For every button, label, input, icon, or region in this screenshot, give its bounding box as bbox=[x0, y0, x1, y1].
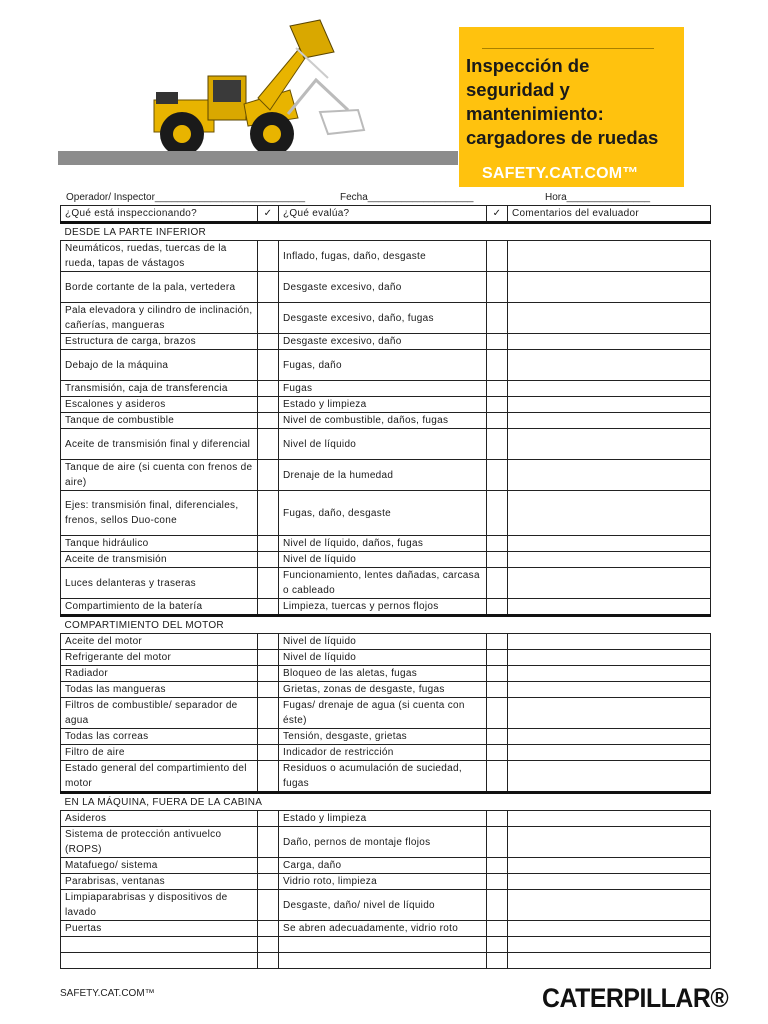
checklist-item: Filtro de aire bbox=[61, 745, 258, 761]
evaluator-comment-field[interactable] bbox=[508, 874, 711, 890]
checklist-item: Tanque de aire (si cuenta con frenos de aire) bbox=[61, 460, 258, 491]
checklist-item: Transmisión, caja de transferencia bbox=[61, 381, 258, 397]
checklist-body bbox=[61, 206, 711, 969]
section-title: EN LA MÁQUINA, FUERA DE LA CABINA bbox=[61, 793, 711, 811]
evaluator-comment-field[interactable] bbox=[508, 568, 711, 599]
evaluator-comment-field[interactable] bbox=[508, 921, 711, 937]
page-title: Inspección de seguridad y mantenimiento: cargadores de ruedas bbox=[466, 55, 659, 148]
item-checkbox[interactable] bbox=[258, 937, 279, 953]
item-checkbox[interactable] bbox=[258, 761, 279, 793]
checklist-evaluate: Estado y limpieza bbox=[279, 397, 487, 413]
operator-field[interactable]: Operador/ Inspector___________________________ bbox=[66, 192, 306, 203]
evaluate-checkbox[interactable] bbox=[487, 413, 508, 429]
evaluate-checkbox[interactable] bbox=[487, 460, 508, 491]
checklist-evaluate: Limpieza, tuercas y pernos flojos bbox=[279, 599, 487, 616]
item-checkbox[interactable] bbox=[258, 429, 279, 460]
evaluate-checkbox[interactable] bbox=[487, 634, 508, 650]
checklist-evaluate: Tensión, desgaste, grietas bbox=[279, 729, 487, 745]
item-checkbox[interactable] bbox=[258, 350, 279, 381]
item-checkbox[interactable] bbox=[258, 650, 279, 666]
item-checkbox[interactable] bbox=[258, 858, 279, 874]
checklist-evaluate: Fugas, daño bbox=[279, 350, 487, 381]
section-title: COMPARTIMIENTO DEL MOTOR bbox=[61, 616, 711, 634]
item-checkbox[interactable] bbox=[258, 634, 279, 650]
checklist-item: Estructura de carga, brazos bbox=[61, 334, 258, 350]
evaluate-checkbox[interactable] bbox=[487, 381, 508, 397]
checklist-row bbox=[61, 698, 711, 729]
evaluator-comment-field[interactable] bbox=[508, 413, 711, 429]
checklist-item: Debajo de la máquina bbox=[61, 350, 258, 381]
evaluator-comment-field[interactable] bbox=[508, 599, 711, 616]
checklist-row bbox=[61, 745, 711, 761]
section-header bbox=[61, 616, 711, 634]
checklist-item: Todas las mangueras bbox=[61, 682, 258, 698]
evaluate-checkbox[interactable] bbox=[487, 827, 508, 858]
evaluate-checkbox[interactable] bbox=[487, 811, 508, 827]
checklist-item bbox=[61, 953, 258, 969]
evaluator-comment-field[interactable] bbox=[508, 666, 711, 682]
check-icon: ✓ bbox=[258, 206, 279, 223]
time-field[interactable]: Hora_______________ bbox=[545, 192, 651, 203]
checklist-item bbox=[61, 937, 258, 953]
checklist-row bbox=[61, 761, 711, 793]
checklist-item: Aceite de transmisión bbox=[61, 552, 258, 568]
checklist-item: Radiador bbox=[61, 666, 258, 682]
evaluator-comment-field[interactable] bbox=[508, 350, 711, 381]
item-checkbox[interactable] bbox=[258, 666, 279, 682]
evaluator-comment-field[interactable] bbox=[508, 858, 711, 874]
evaluator-comment-field[interactable] bbox=[508, 303, 711, 334]
checklist-item: Refrigerante del motor bbox=[61, 650, 258, 666]
checklist-row bbox=[61, 536, 711, 552]
checklist-row bbox=[61, 634, 711, 650]
checklist-evaluate: Nivel de líquido bbox=[279, 634, 487, 650]
evaluator-comment-field[interactable] bbox=[508, 827, 711, 858]
checklist-evaluate bbox=[279, 953, 487, 969]
checklist-evaluate: Daño, pernos de montaje flojos bbox=[279, 827, 487, 858]
item-checkbox[interactable] bbox=[258, 303, 279, 334]
evaluator-comment-field[interactable] bbox=[508, 334, 711, 350]
checklist-row bbox=[61, 381, 711, 397]
item-checkbox[interactable] bbox=[258, 491, 279, 536]
checklist-evaluate bbox=[279, 937, 487, 953]
checklist-item: Aceite de transmisión final y diferencial bbox=[61, 429, 258, 460]
evaluator-comment-field[interactable] bbox=[508, 953, 711, 969]
evaluator-comment-field[interactable] bbox=[508, 937, 711, 953]
checklist-row bbox=[61, 729, 711, 745]
item-checkbox[interactable] bbox=[258, 811, 279, 827]
item-checkbox[interactable] bbox=[258, 272, 279, 303]
section-title: DESDE LA PARTE INFERIOR bbox=[61, 223, 711, 241]
item-checkbox[interactable] bbox=[258, 921, 279, 937]
evaluator-comment-field[interactable] bbox=[508, 811, 711, 827]
checklist-row bbox=[61, 397, 711, 413]
checklist-row bbox=[61, 491, 711, 536]
evaluate-checkbox[interactable] bbox=[487, 745, 508, 761]
checklist-evaluate: Funcionamiento, lentes dañadas, carcasa o cableado bbox=[279, 568, 487, 599]
checklist-evaluate: Nivel de líquido, daños, fugas bbox=[279, 536, 487, 552]
item-checkbox[interactable] bbox=[258, 568, 279, 599]
checklist-row bbox=[61, 858, 711, 874]
checklist-item: Todas las correas bbox=[61, 729, 258, 745]
checklist-row bbox=[61, 953, 711, 969]
evaluator-comment-field[interactable] bbox=[508, 272, 711, 303]
evaluator-comment-field[interactable] bbox=[508, 761, 711, 793]
item-checkbox[interactable] bbox=[258, 682, 279, 698]
evaluator-comment-field[interactable] bbox=[508, 634, 711, 650]
evaluate-checkbox[interactable] bbox=[487, 350, 508, 381]
item-checkbox[interactable] bbox=[258, 827, 279, 858]
checklist-row bbox=[61, 552, 711, 568]
evaluator-comment-field[interactable] bbox=[508, 682, 711, 698]
evaluate-checkbox[interactable] bbox=[487, 397, 508, 413]
evaluator-comment-field[interactable] bbox=[508, 491, 711, 536]
item-checkbox[interactable] bbox=[258, 334, 279, 350]
evaluator-comment-field[interactable] bbox=[508, 650, 711, 666]
evaluate-checkbox[interactable] bbox=[487, 568, 508, 599]
evaluate-checkbox[interactable] bbox=[487, 650, 508, 666]
item-checkbox[interactable] bbox=[258, 552, 279, 568]
checklist-evaluate: Bloqueo de las aletas, fugas bbox=[279, 666, 487, 682]
evaluator-comment-field[interactable] bbox=[508, 552, 711, 568]
title-panel bbox=[459, 27, 684, 187]
checklist-row bbox=[61, 811, 711, 827]
evaluate-checkbox[interactable] bbox=[487, 874, 508, 890]
checklist-row bbox=[61, 890, 711, 921]
checklist-item: Puertas bbox=[61, 921, 258, 937]
checklist-row bbox=[61, 921, 711, 937]
checklist-evaluate: Inflado, fugas, daño, desgaste bbox=[279, 241, 487, 272]
checklist-evaluate: Fugas bbox=[279, 381, 487, 397]
checklist-evaluate: Nivel de líquido bbox=[279, 552, 487, 568]
checklist-item: Estado general del compartimiento del motor bbox=[61, 761, 258, 793]
evaluate-checkbox[interactable] bbox=[487, 599, 508, 616]
footer-site-link[interactable]: SAFETY.CAT.COM™ bbox=[60, 988, 155, 999]
checklist-row bbox=[61, 241, 711, 272]
checklist-item: Borde cortante de la pala, vertedera bbox=[61, 272, 258, 303]
item-checkbox[interactable] bbox=[258, 381, 279, 397]
header-site-link[interactable]: SAFETY.CAT.COM™ bbox=[482, 165, 639, 182]
item-checkbox[interactable] bbox=[258, 536, 279, 552]
checklist-item: Parabrisas, ventanas bbox=[61, 874, 258, 890]
checklist-item: Pala elevadora y cilindro de inclinación, cañerías, mangueras bbox=[61, 303, 258, 334]
checklist-item: Asideros bbox=[61, 811, 258, 827]
evaluator-comment-field[interactable] bbox=[508, 397, 711, 413]
checklist-row bbox=[61, 682, 711, 698]
column-header-row bbox=[61, 206, 711, 223]
evaluator-comment-field[interactable] bbox=[508, 381, 711, 397]
checklist-evaluate: Residuos o acumulación de suciedad, fugas bbox=[279, 761, 487, 793]
checklist-item: Ejes: transmisión final, diferenciales, frenos, sellos Duo-cone bbox=[61, 491, 258, 536]
evaluator-comment-field[interactable] bbox=[508, 536, 711, 552]
checklist-evaluate: Desgaste excesivo, daño bbox=[279, 272, 487, 303]
checklist-evaluate: Grietas, zonas de desgaste, fugas bbox=[279, 682, 487, 698]
evaluator-comment-field[interactable] bbox=[508, 729, 711, 745]
caterpillar-logo: CATERPILLAR® bbox=[542, 983, 729, 1013]
item-checkbox[interactable] bbox=[258, 241, 279, 272]
checklist-row bbox=[61, 429, 711, 460]
evaluate-checkbox[interactable] bbox=[487, 334, 508, 350]
section-header bbox=[61, 793, 711, 811]
item-checkbox[interactable] bbox=[258, 729, 279, 745]
inspection-checklist bbox=[60, 205, 711, 969]
checklist-row bbox=[61, 827, 711, 858]
checklist-row bbox=[61, 272, 711, 303]
evaluate-checkbox[interactable] bbox=[487, 682, 508, 698]
item-checkbox[interactable] bbox=[258, 745, 279, 761]
checklist-evaluate: Indicador de restricción bbox=[279, 745, 487, 761]
header-grey-bar bbox=[58, 151, 458, 165]
checklist-item: Tanque hidráulico bbox=[61, 536, 258, 552]
wheel-loader-icon bbox=[58, 18, 454, 170]
checklist-evaluate: Desgaste excesivo, daño bbox=[279, 334, 487, 350]
evaluator-comment-field[interactable] bbox=[508, 745, 711, 761]
checklist-evaluate: Nivel de líquido bbox=[279, 429, 487, 460]
column-what: ¿Qué está inspeccionando? bbox=[61, 206, 258, 223]
checklist-evaluate: Estado y limpieza bbox=[279, 811, 487, 827]
wheel-loader-illustration bbox=[58, 18, 454, 170]
checklist-item: Limpiaparabrisas y dispositivos de lavado bbox=[61, 890, 258, 921]
evaluate-checkbox[interactable] bbox=[487, 272, 508, 303]
evaluate-checkbox[interactable] bbox=[487, 890, 508, 921]
checklist-evaluate: Nivel de combustible, daños, fugas bbox=[279, 413, 487, 429]
checklist-item: Compartimiento de la batería bbox=[61, 599, 258, 616]
evaluate-checkbox[interactable] bbox=[487, 666, 508, 682]
item-checkbox[interactable] bbox=[258, 874, 279, 890]
item-checkbox[interactable] bbox=[258, 890, 279, 921]
evaluate-checkbox[interactable] bbox=[487, 729, 508, 745]
evaluate-checkbox[interactable] bbox=[487, 536, 508, 552]
evaluate-checkbox[interactable] bbox=[487, 858, 508, 874]
evaluate-checkbox[interactable] bbox=[487, 303, 508, 334]
checklist-evaluate: Vidrio roto, limpieza bbox=[279, 874, 487, 890]
checklist-row bbox=[61, 874, 711, 890]
checklist-item: Sistema de protección antivuelco (ROPS) bbox=[61, 827, 258, 858]
item-checkbox[interactable] bbox=[258, 599, 279, 616]
checklist-item: Neumáticos, ruedas, tuercas de la rueda, tapas de vástagos bbox=[61, 241, 258, 272]
column-evaluates: ¿Qué evalúa? bbox=[279, 206, 487, 223]
checklist-evaluate: Fugas/ drenaje de agua (si cuenta con éste) bbox=[279, 698, 487, 729]
evaluate-checkbox[interactable] bbox=[487, 491, 508, 536]
checklist-row bbox=[61, 334, 711, 350]
evaluate-checkbox[interactable] bbox=[487, 761, 508, 793]
evaluate-checkbox[interactable] bbox=[487, 698, 508, 729]
checklist-item: Matafuego/ sistema bbox=[61, 858, 258, 874]
checklist-item: Tanque de combustible bbox=[61, 413, 258, 429]
checklist-evaluate: Se abren adecuadamente, vidrio roto bbox=[279, 921, 487, 937]
checklist-row bbox=[61, 303, 711, 334]
checklist-row bbox=[61, 937, 711, 953]
checklist-row bbox=[61, 666, 711, 682]
checklist-item: Filtros de combustible/ separador de agua bbox=[61, 698, 258, 729]
item-checkbox[interactable] bbox=[258, 953, 279, 969]
evaluator-comment-field[interactable] bbox=[508, 429, 711, 460]
evaluate-checkbox[interactable] bbox=[487, 429, 508, 460]
checklist-row bbox=[61, 460, 711, 491]
evaluate-checkbox[interactable] bbox=[487, 241, 508, 272]
checklist-row bbox=[61, 350, 711, 381]
column-comments: Comentarios del evaluador bbox=[508, 206, 711, 223]
evaluator-comment-field[interactable] bbox=[508, 241, 711, 272]
check-icon: ✓ bbox=[487, 206, 508, 223]
evaluate-checkbox[interactable] bbox=[487, 921, 508, 937]
section-header bbox=[61, 223, 711, 241]
checklist-evaluate: Drenaje de la humedad bbox=[279, 460, 487, 491]
checklist-evaluate: Nivel de líquido bbox=[279, 650, 487, 666]
evaluator-comment-field[interactable] bbox=[508, 890, 711, 921]
checklist-item: Aceite del motor bbox=[61, 634, 258, 650]
item-checkbox[interactable] bbox=[258, 413, 279, 429]
checklist-item: Escalones y asideros bbox=[61, 397, 258, 413]
checklist-evaluate: Desgaste, daño/ nivel de líquido bbox=[279, 890, 487, 921]
item-checkbox[interactable] bbox=[258, 698, 279, 729]
date-field[interactable]: Fecha___________________ bbox=[340, 192, 474, 203]
checklist-row bbox=[61, 413, 711, 429]
checklist-item: Luces delanteras y traseras bbox=[61, 568, 258, 599]
item-checkbox[interactable] bbox=[258, 397, 279, 413]
evaluator-comment-field[interactable] bbox=[508, 698, 711, 729]
evaluate-checkbox[interactable] bbox=[487, 552, 508, 568]
checklist-evaluate: Fugas, daño, desgaste bbox=[279, 491, 487, 536]
checklist-row bbox=[61, 568, 711, 599]
checklist-evaluate: Carga, daño bbox=[279, 858, 487, 874]
checklist-row bbox=[61, 599, 711, 616]
evaluate-checkbox[interactable] bbox=[487, 953, 508, 969]
evaluator-comment-field[interactable] bbox=[508, 460, 711, 491]
checklist-row bbox=[61, 650, 711, 666]
evaluate-checkbox[interactable] bbox=[487, 937, 508, 953]
checklist-evaluate: Desgaste excesivo, daño, fugas bbox=[279, 303, 487, 334]
item-checkbox[interactable] bbox=[258, 460, 279, 491]
title-rule bbox=[482, 48, 654, 49]
